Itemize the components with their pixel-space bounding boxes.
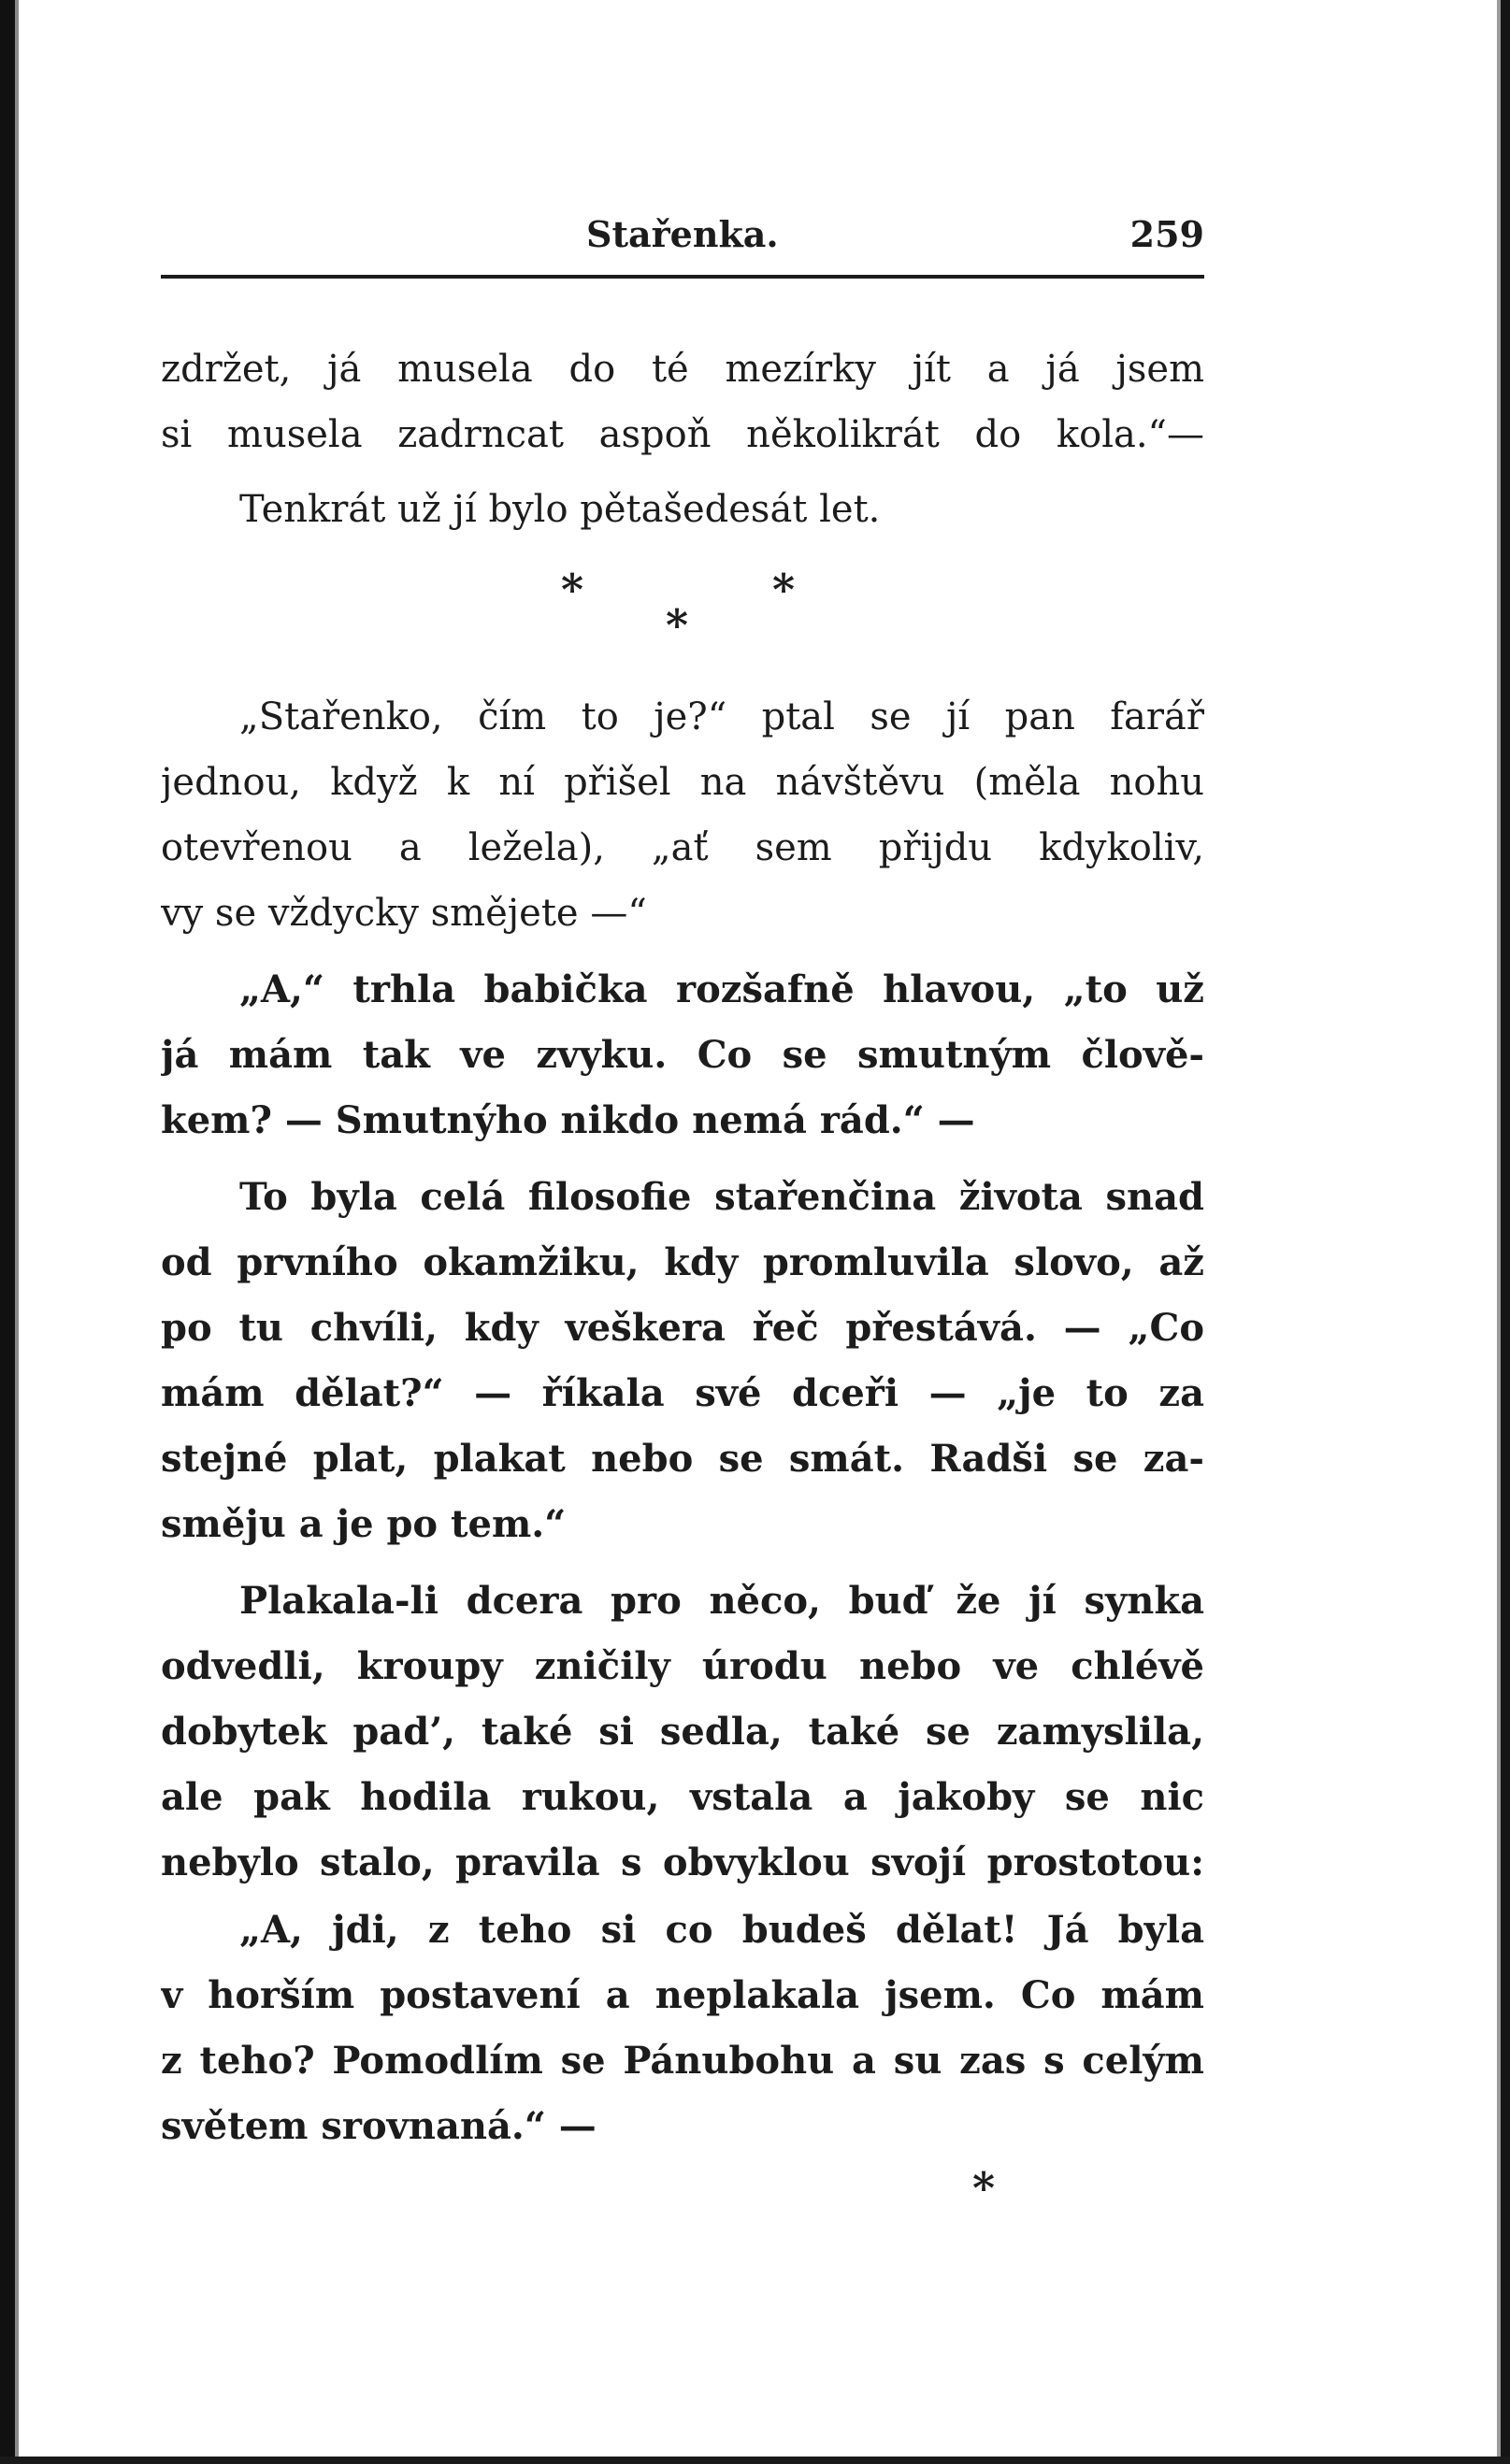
text-line: „A, jdi, z teho si co budeš dělat! Já byla: [239, 1908, 1204, 1952]
text-line: odvedli, kroupy zničily úrodu nebo ve chlévě: [161, 1644, 1204, 1688]
section-break: [161, 565, 1204, 652]
text-line: kem? — Smutnýho nikdo nemá rád.“ —: [161, 1098, 975, 1142]
text-line: od prvního okamžiku, kdy promluvila slovo, až: [161, 1240, 1204, 1284]
text-line: dobytek pad’, také si sedla, také se zamyslila,: [161, 1710, 1204, 1754]
running-head: [161, 213, 1204, 258]
page-edge-left-shadow: [15, 0, 19, 2464]
running-title: Stařenka.: [586, 213, 779, 255]
text-line: vy se vždycky smějete —“: [161, 892, 647, 935]
text-line: z teho? Pomodlím se Pánubohu a su zas s celým: [161, 2039, 1204, 2083]
text-line: otevřenou a ležela), „ať sem přijdu kdykoliv,: [161, 826, 1204, 869]
text-line: nebylo stalo, pravila s obvyklou svojí prostotou:: [161, 1841, 1204, 1884]
text-line: směju a je po tem.“: [161, 1502, 567, 1546]
text-line: mám dělat?“ — říkala své dceři — „je to za: [161, 1371, 1204, 1415]
page-edge-right-shadow: [1497, 0, 1501, 2464]
text-line: si musela zadrncat aspoň několikrát do kola.“—: [161, 413, 1204, 456]
text-line: ale pak hodila rukou, vstala a jakoby se nic: [161, 1775, 1204, 1819]
text-line: „A,“ trhla babička rozšafně hlavou, „to už: [239, 967, 1204, 1011]
page-edge-right: [1501, 0, 1510, 2464]
asterisk: *: [561, 565, 584, 615]
text-line: světem srovnaná.“ —: [161, 2104, 597, 2148]
closing-asterisk: *: [972, 2163, 996, 2213]
text-line: To byla celá filosofie stařenčina života snad: [239, 1175, 1204, 1219]
text-line: Plakala-li dcera pro něco, buď že jí synka: [239, 1579, 1204, 1623]
text-line: zdržet, já musela do té mezírky jít a já jsem: [161, 348, 1204, 391]
text-line: jednou, když k ní přišel na návštěvu (měla nohu: [161, 761, 1204, 804]
asterisk: *: [772, 565, 796, 615]
asterisk: *: [666, 600, 689, 651]
page-edge-left: [0, 0, 15, 2464]
text-line: v horším postavení a neplakala jsem. Co mám: [161, 1973, 1204, 2017]
text-line: já mám tak ve zvyku. Co se smutným člově-: [161, 1033, 1204, 1077]
text-line: „Stařenko, čím to je?“ ptal se jí pan farář: [239, 695, 1204, 738]
text-line: po tu chvíli, kdy veškera řeč přestává. — „Co: [161, 1306, 1204, 1350]
page-edge-bottom: [0, 2457, 1510, 2464]
text-line: Tenkrát už jí bylo pětašedesát let.: [239, 488, 881, 531]
text-line: stejné plat, plakat nebo se smát. Radši se za-: [161, 1437, 1204, 1481]
header-rule: [161, 275, 1204, 279]
page-number: 259: [1129, 213, 1204, 255]
